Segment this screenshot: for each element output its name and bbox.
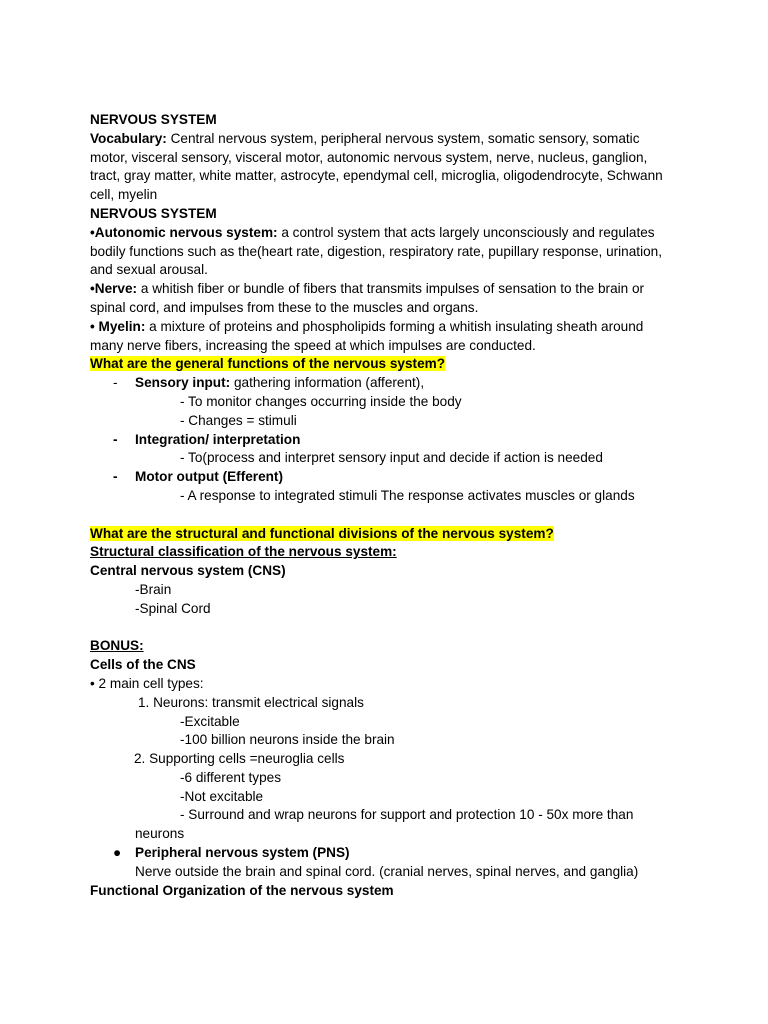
motor-sub-item: - A response to integrated stimuli The response activates muscles or glands: [180, 487, 635, 503]
nerve-line-2: spinal cord, and impulses from these to the muscles and organs.: [90, 299, 479, 315]
supporting-sub-item-continued: neurons: [135, 826, 185, 842]
autonomic-line-2: bodily functions such as the(heart rate, digestion, respiratory rate, pupillary response, urination,: [90, 243, 662, 259]
blank-line: [90, 619, 680, 638]
vocabulary-line-4: cell, myelin: [90, 187, 158, 203]
cns-item-spinal-cord: -Spinal Cord: [135, 600, 211, 616]
myelin-label: • Myelin:: [90, 318, 146, 334]
function-motor-output: - Motor output (Efferent): [90, 468, 680, 487]
vocabulary-line-2: motor, visceral sensory, visceral motor, autonomic nervous system, nerve, nucleus, ganglion,: [90, 149, 648, 165]
myelin-line-2: many nerve fibers, increasing the speed at which impulses are conducted.: [90, 337, 536, 353]
functional-organization-heading: Functional Organization of the nervous system: [90, 882, 394, 898]
autonomic-label: •Autonomic nervous system:: [90, 224, 278, 240]
sensory-sub-item: - Changes = stimuli: [180, 412, 297, 428]
doc-title: NERVOUS SYSTEM: [90, 112, 217, 127]
neurons-item: 1. Neurons: transmit electrical signals: [138, 694, 364, 710]
supporting-cells-item: 2. Supporting cells =neuroglia cells: [134, 751, 345, 767]
nerve-label: •Nerve:: [90, 281, 138, 297]
function-integration: - Integration/ interpretation: [90, 431, 680, 450]
bonus-heading: BONUS:: [90, 638, 144, 654]
nerve-definition: •Nerve: a whitish fiber or bundle of fibers that transmits impulses of sensation to the brain or: [90, 281, 645, 297]
dash-marker: -: [113, 375, 118, 391]
bullet-icon: ●: [113, 845, 122, 861]
vocabulary-label: Vocabulary:: [90, 130, 167, 146]
cns-item-brain: -Brain: [135, 581, 172, 597]
sensory-sub-item: - To monitor changes occurring inside the body: [180, 393, 462, 409]
vocabulary-paragraph: Vocabulary: Central nervous system, peripheral nervous system, somatic sensory, somatic: [90, 130, 640, 146]
function-sensory-input: - Sensory input: gathering information (afferent),: [90, 374, 680, 393]
supporting-sub-item: - Surround and wrap neurons for support and protection 10 - 50x more than: [180, 807, 634, 823]
neurons-sub-item: -Excitable: [180, 713, 240, 729]
document-body: [90, 111, 680, 900]
question-general-functions: What are the general functions of the nervous system?: [90, 356, 446, 372]
autonomic-definition: •Autonomic nervous system: a control system that acts largely unconsciously and regulates: [90, 224, 655, 240]
supporting-sub-item: -Not excitable: [180, 788, 264, 804]
cells-heading: Cells of the CNS: [90, 657, 196, 673]
neurons-sub-item: -100 billion neurons inside the brain: [180, 732, 395, 748]
autonomic-line-3: and sexual arousal.: [90, 262, 208, 278]
dash-marker: -: [113, 469, 118, 485]
pns-description: Nerve outside the brain and spinal cord. (cranial nerves, spinal nerves, and ganglia): [135, 863, 639, 879]
cells-intro: • 2 main cell types:: [90, 675, 204, 691]
vocabulary-line-3: tract, gray matter, white matter, astrocyte, ependymal cell, microglia, oligodendrocyte, Schwann: [90, 168, 663, 184]
pns-bullet-item: ● Peripheral nervous system (PNS): [90, 844, 680, 863]
question-divisions: What are the structural and functional divisions of the nervous system?: [90, 525, 554, 541]
myelin-definition: • Myelin: a mixture of proteins and phospholipids forming a whitish insulating sheath around: [90, 318, 644, 334]
integration-sub-item: - To(process and interpret sensory input and decide if action is needed: [180, 450, 603, 466]
cns-heading: Central nervous system (CNS): [90, 563, 286, 579]
structural-heading: Structural classification of the nervous system:: [90, 544, 397, 560]
supporting-sub-item: -6 different types: [180, 769, 282, 785]
blank-line: [90, 506, 680, 525]
section-title: NERVOUS SYSTEM: [90, 205, 217, 221]
dash-marker: -: [113, 431, 118, 447]
